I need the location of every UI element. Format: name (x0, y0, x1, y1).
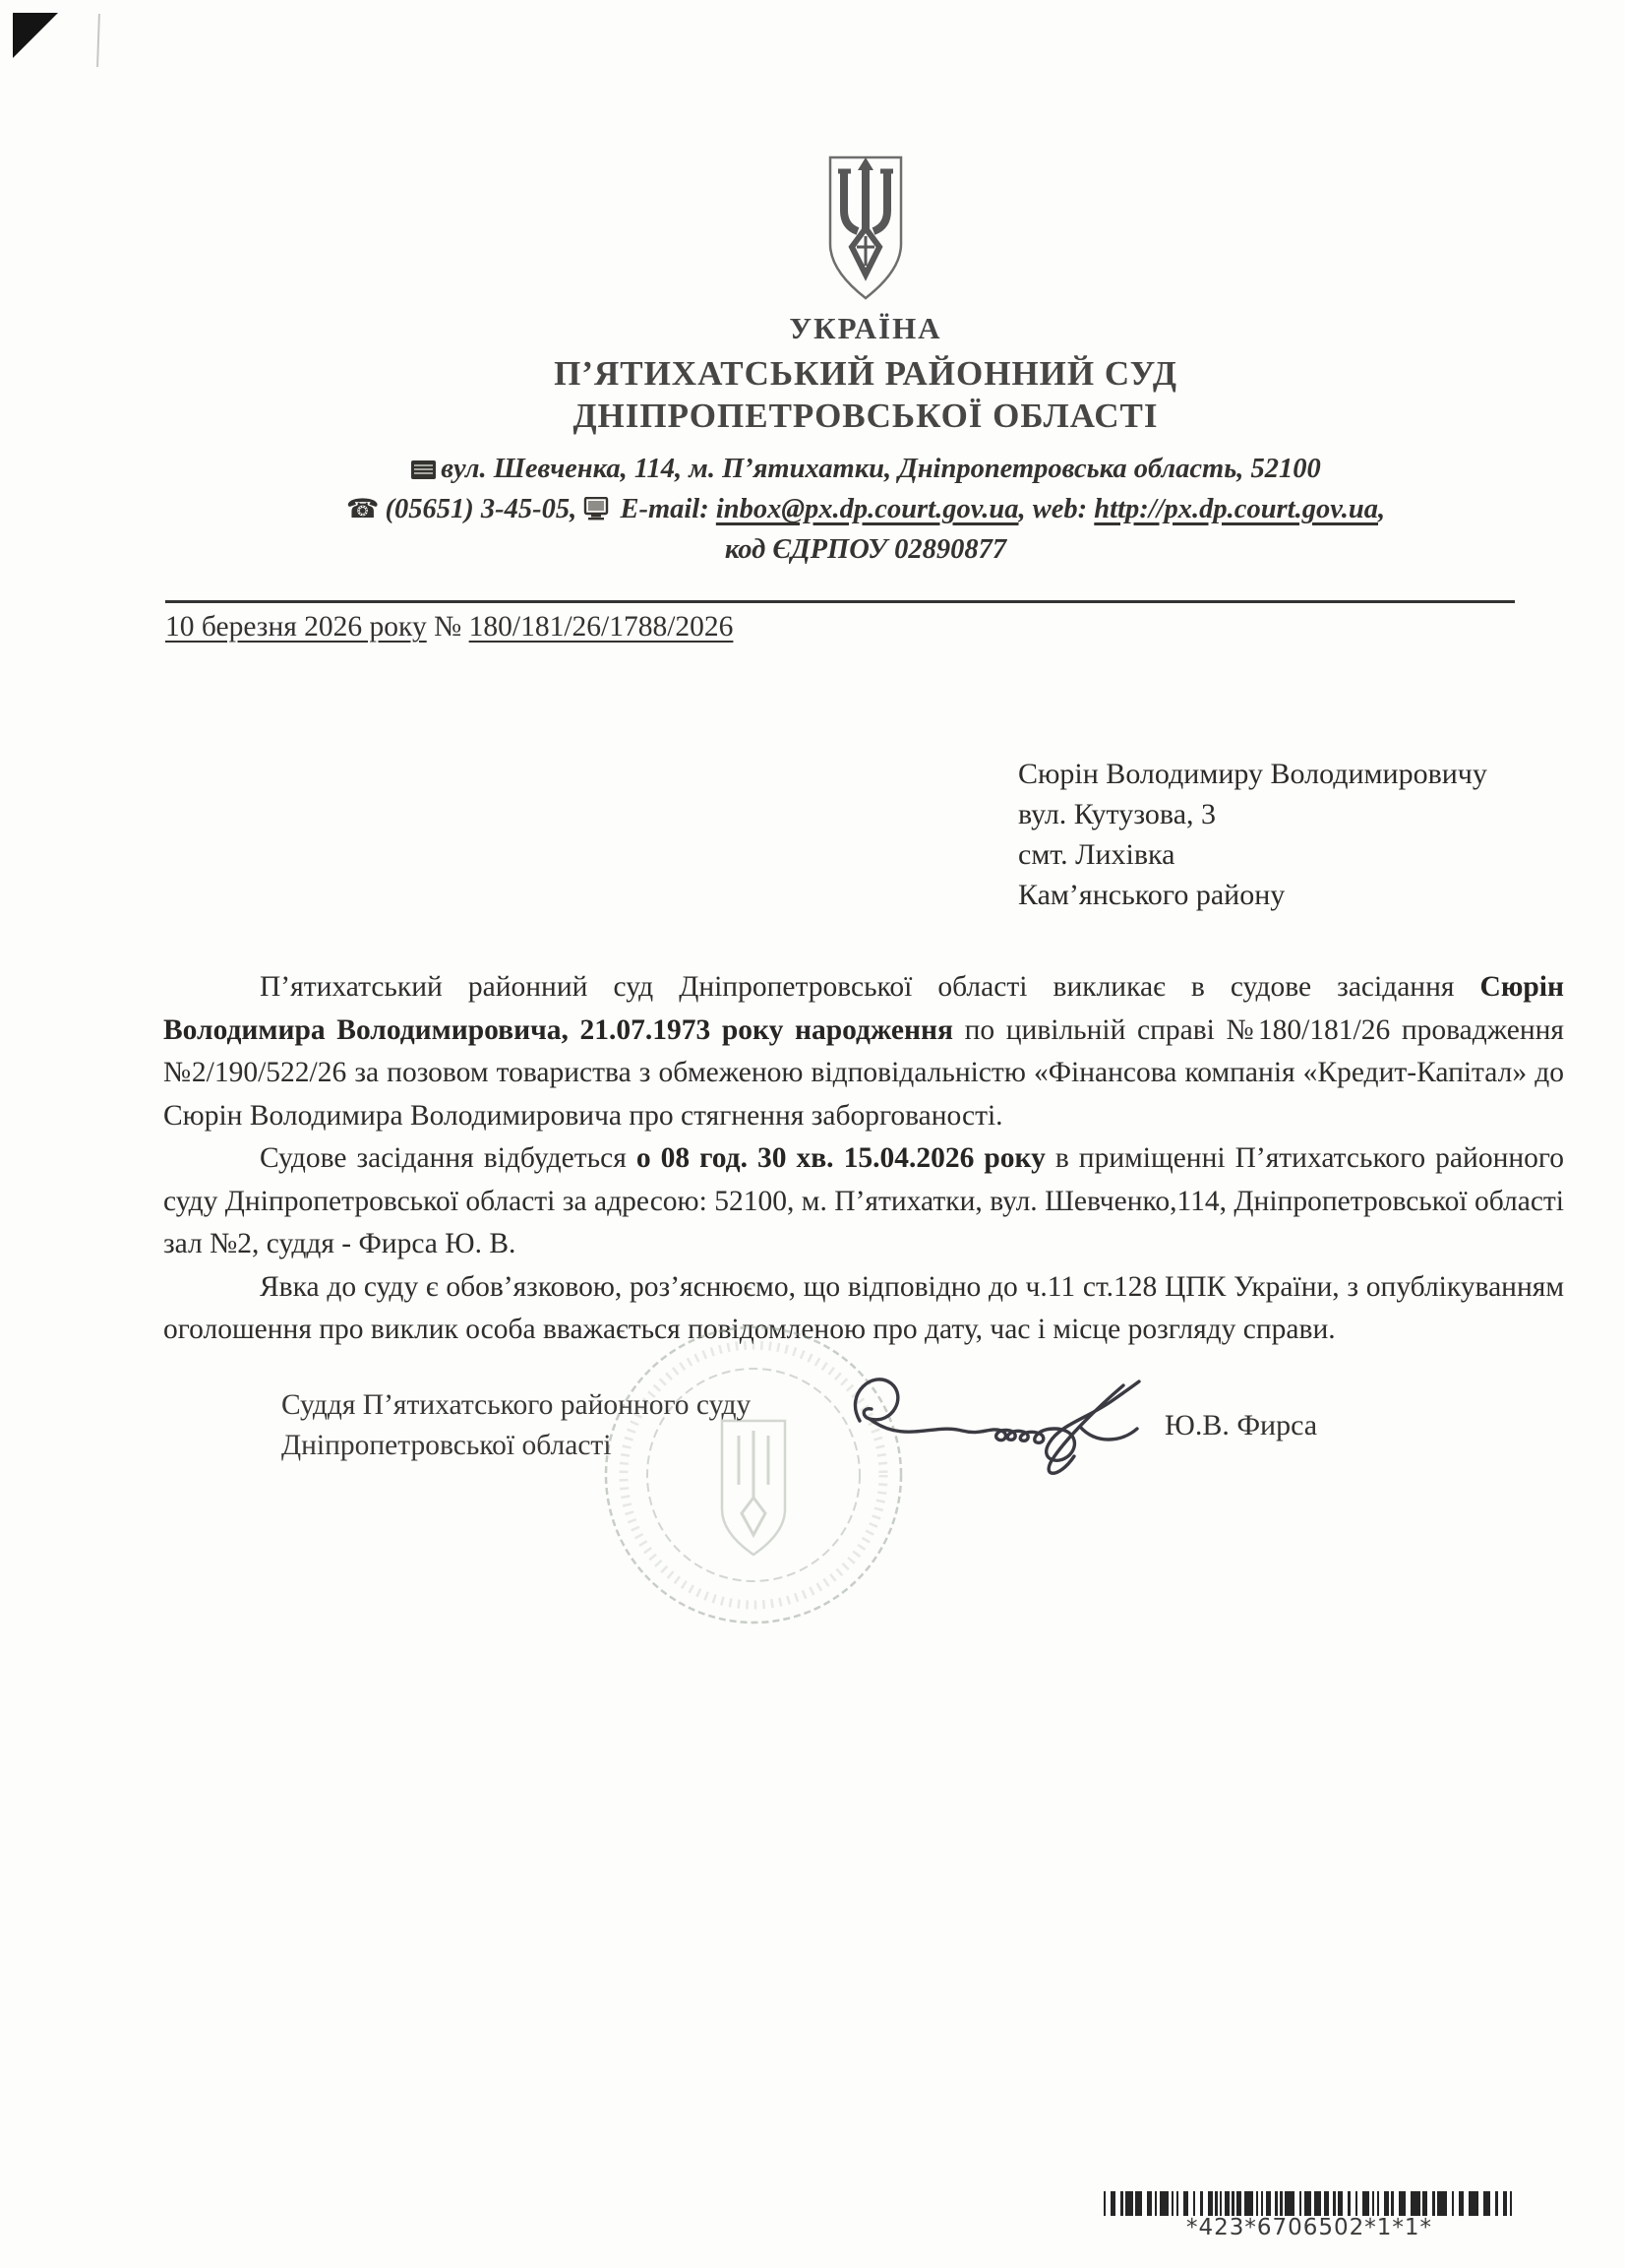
coat-of-arms-ukraine-icon (822, 153, 909, 303)
judge-signature (832, 1358, 1157, 1496)
court-phone: (05651) 3-45-05, (385, 494, 577, 524)
letterhead (102, 311, 1625, 570)
signature-block (281, 1385, 751, 1466)
case-number: 180/181/26/1788/2026 (468, 611, 734, 643)
email-label: E-mail: (620, 494, 716, 524)
court-address: вул. Шевченка, 114, м. П’ятихатки, Дніпропетровська область, 52100 (441, 454, 1321, 484)
p2-post: в приміщенні П’ятихатського районного суду Дніпропетровської області за адресою: 52100, м. П’ятихатки, вул. Шевченко,114, Дніпропетровської області зал №2, суддя - Фирса Ю. В. (163, 1142, 1565, 1259)
envelope-icon (410, 460, 437, 480)
p2-pre: Судове засідання відбудеться (260, 1142, 636, 1174)
p1-pre: П’ятихатський районний суд Дніпропетровської області викликає в судове засідання (260, 971, 1480, 1003)
signer-title-line2: Дніпропетровської області (281, 1430, 612, 1461)
computer-icon (583, 497, 609, 521)
p1-defendant-bold: Сюрін Володимира Володимировича, 21.07.1973 року народження (163, 971, 1564, 1046)
court-name-line1: П’ЯТИХАТСЬКИЙ РАЙОННИЙ СУД (554, 354, 1177, 393)
p1-post: по цивільній справі №180/181/26 провадження №2/190/522/26 за позовом товариства з обмеженою відповідальністю «Фінансова компанія «Кредит-Капітал» до Сюрін Володимира Володимировича про стягнення заборгованості. (163, 1013, 1565, 1132)
court-website: http://px.dp.court.gov.ua (1094, 494, 1379, 524)
recipient-settlement: смт. Лихівка (1018, 838, 1175, 871)
phone-icon: ☎ (345, 494, 380, 524)
court-contacts-line (102, 489, 1625, 529)
edrpou-line: код ЄДРПОУ 02890877 (724, 534, 1007, 565)
letter-date: 10 березня 2026 року (165, 611, 427, 643)
barcode-caption: *423*6706502*1*1* (1185, 2215, 1433, 2240)
judge-name: Ю.В. Фирса (1165, 1409, 1318, 1441)
p2-datetime-bold: о 08 год. 30 хв. 15.04.2026 року (635, 1142, 1046, 1174)
scan-streak-artifact (96, 14, 100, 67)
recipient-block (1018, 754, 1487, 915)
court-email: inbox@px.dp.court.gov.ua (715, 494, 1019, 524)
recipient-district: Кам’янського району (1018, 879, 1286, 911)
recipient-name: Сюрін Володимиру Володимировичу (1018, 758, 1487, 790)
number-sign: № (434, 611, 462, 643)
scan-corner-artifact (13, 13, 58, 58)
paragraph-obligation: Явка до суду є обов’язковою, роз’яснюємо, що відповідно до ч.11 ст.128 ЦПК України, з опублікуванням оголошення про виклик особа вважається повідомленою про дату, час і місце розгляду справи. (163, 1270, 1564, 1345)
letter-body (163, 966, 1564, 1352)
country-title: УКРАЇНА (789, 311, 942, 345)
court-address-line (102, 449, 1625, 489)
header-separator-rule (165, 600, 1515, 603)
web-label: , web: (1018, 494, 1095, 524)
barcode-bars (1104, 2191, 1515, 2216)
recipient-street: вул. Кутузова, 3 (1018, 798, 1217, 830)
paragraph-summons (163, 966, 1564, 1137)
paragraph-hearing (163, 1137, 1564, 1266)
web-tail: , (1378, 494, 1386, 524)
signer-title-line1: Суддя П’ятихатського районного суду (281, 1389, 752, 1421)
reference-line (165, 611, 733, 644)
court-name-line2: ДНІПРОПЕТРОВСЬКОЇ ОБЛАСТІ (572, 397, 1159, 435)
